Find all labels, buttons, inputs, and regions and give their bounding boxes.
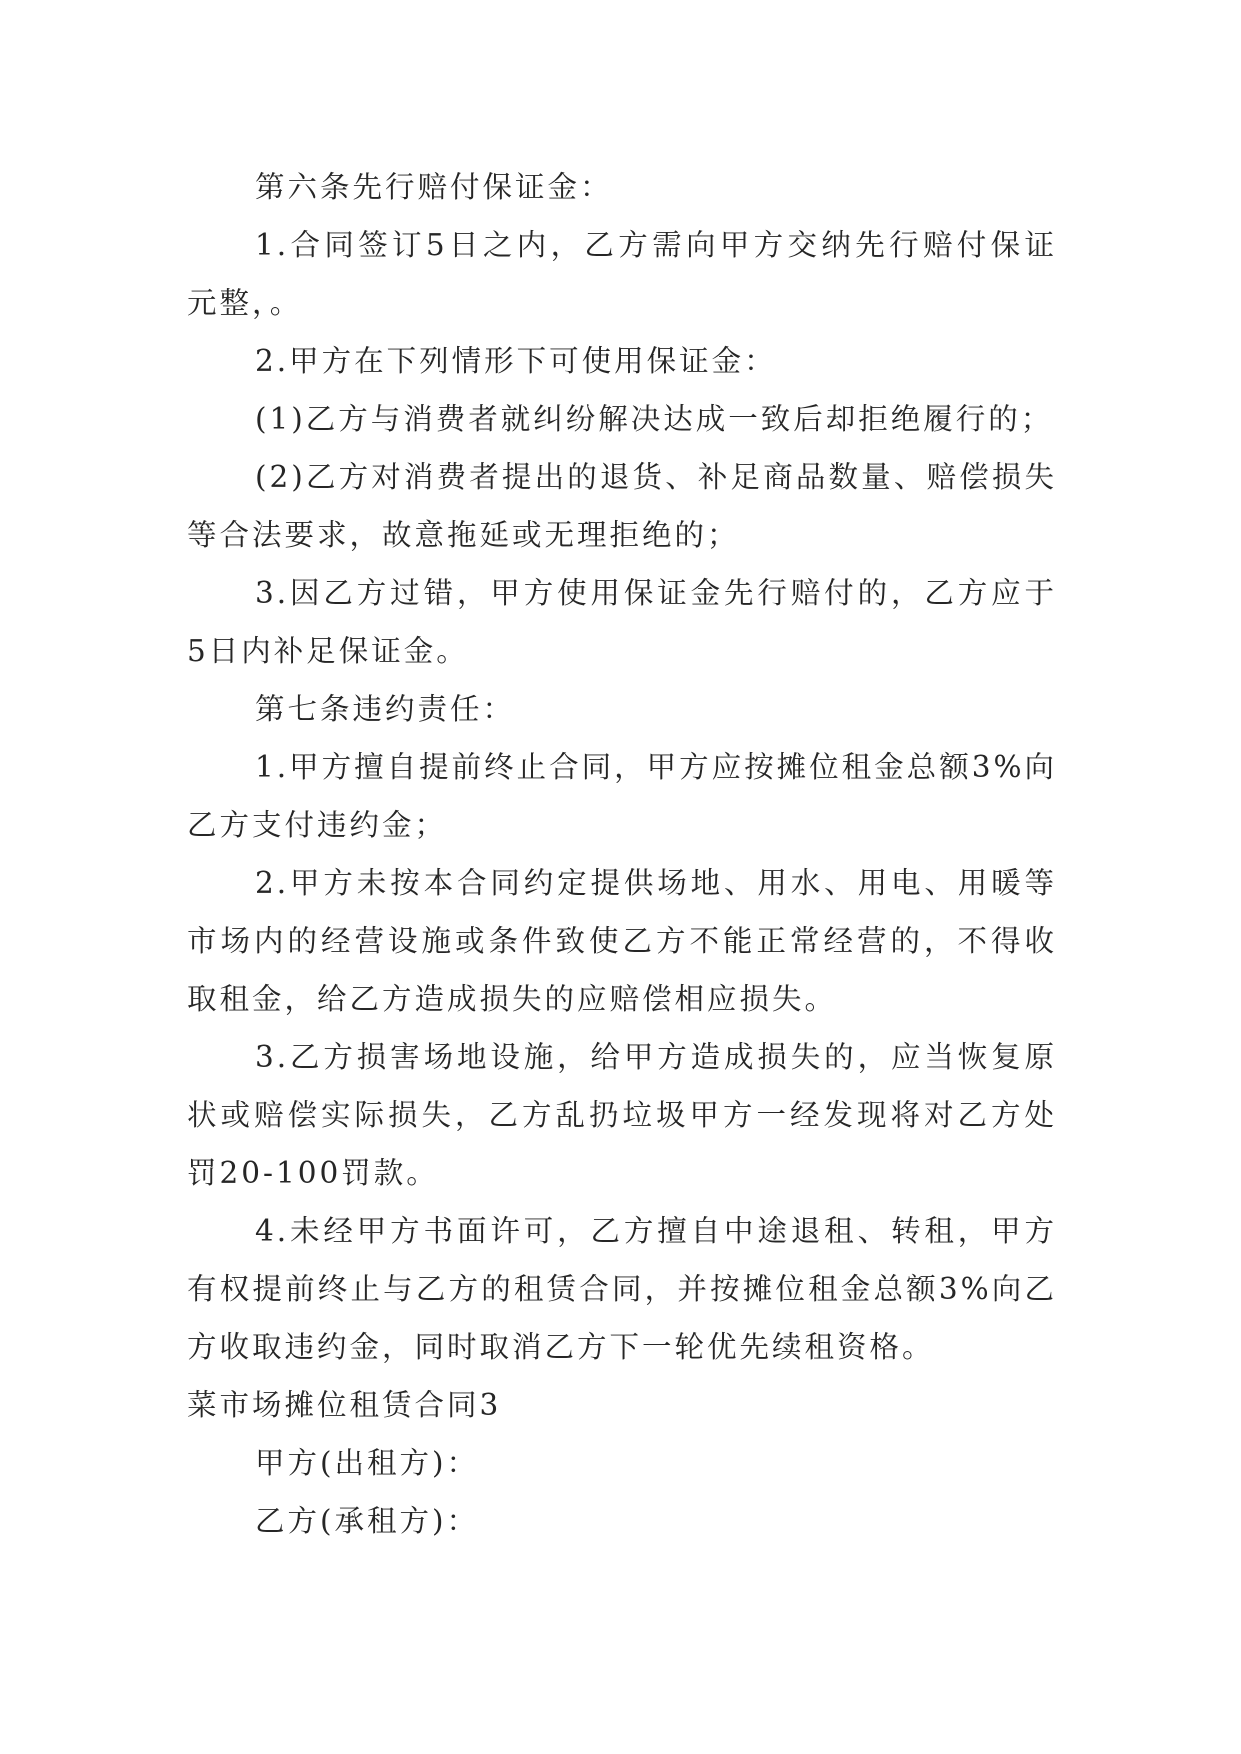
clause-6-2: 2.甲方在下列情形下可使用保证金： (255, 344, 777, 378)
clause-6-3: 3.因乙方过错，甲方使用保证金先行赔付的，乙方应于5日内补足保证金。 (187, 576, 1057, 668)
clause-7-2: 2.甲方未按本合同约定提供场地、用水、用电、用暖等市场内的经营设施或条件致使乙方不能正常经营的，不得收取租金，给乙方造成损失的应赔偿相应损失。 (187, 866, 1057, 1016)
article-7-heading: 第七条违约责任： (255, 692, 516, 726)
clause-6-2-item-2: (2)乙方对消费者提出的退货、补足商品数量、赔偿损失等合法要求，故意拖延或无理拒绝的； (187, 460, 1057, 552)
article-6-heading: 第六条先行赔付保证金： (255, 170, 613, 204)
clause-7-1: 1.甲方擅自提前终止合同，甲方应按摊位租金总额3%向乙方支付违约金； (187, 750, 1057, 842)
clause-7-3: 3.乙方损害场地设施，给甲方造成损失的，应当恢复原状或赔偿实际损失，乙方乱扔垃圾甲方一经发现将对乙方处罚20-100罚款。 (187, 1040, 1057, 1190)
document-body (187, 158, 1057, 1550)
contract-3-title: 菜市场摊位租赁合同3 (187, 1388, 502, 1422)
party-a-line: 甲方(出租方)： (255, 1446, 480, 1480)
clause-6-2-item-1: (1)乙方与消费者就纠纷解决达成一致后却拒绝履行的； (255, 402, 1054, 436)
clause-6-1: 1.合同签订5日之内，乙方需向甲方交纳先行赔付保证元整，。 (187, 228, 1057, 320)
party-b-line: 乙方(承租方)： (255, 1504, 480, 1538)
clause-7-4: 4.未经甲方书面许可，乙方擅自中途退租、转租，甲方有权提前终止与乙方的租赁合同，并按摊位租金总额3%向乙方收取违约金，同时取消乙方下一轮优先续租资格。 (187, 1214, 1057, 1364)
